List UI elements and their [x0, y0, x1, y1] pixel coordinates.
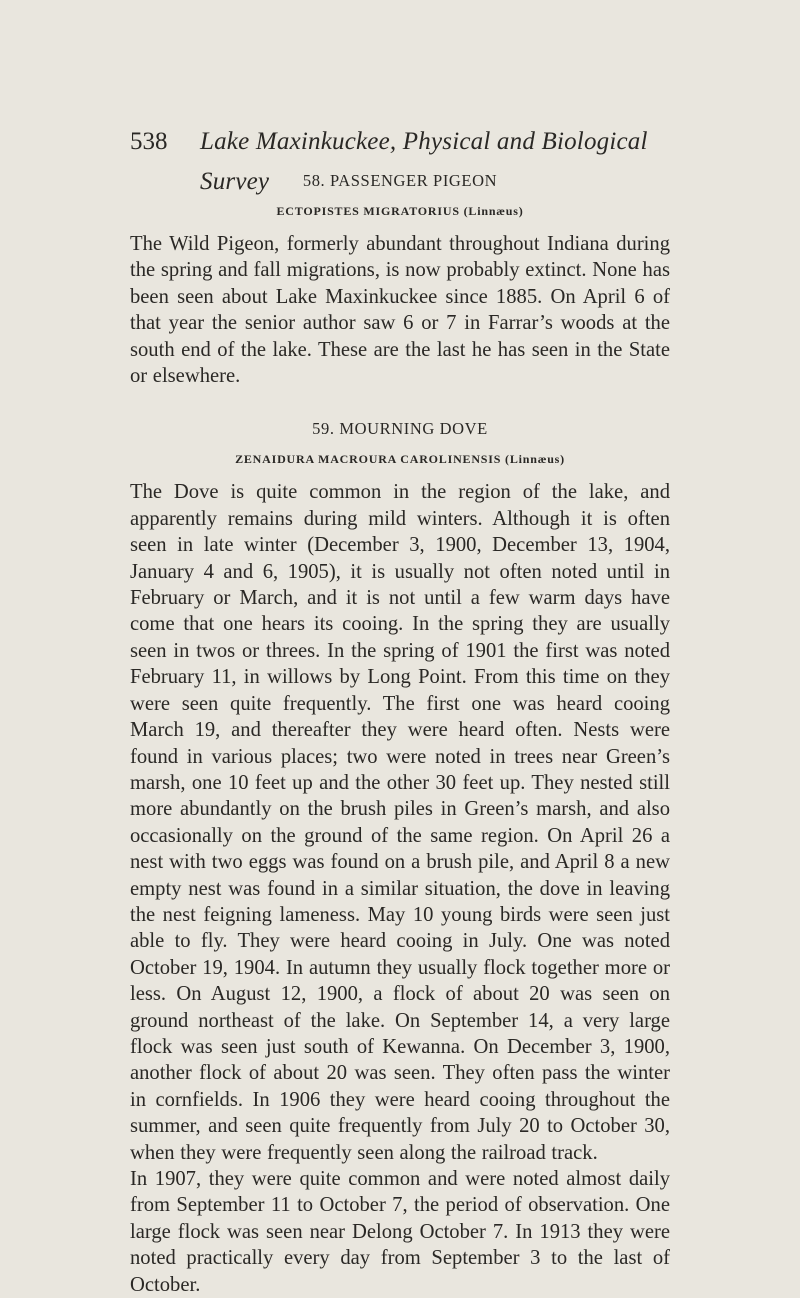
taxon-authority: (Linnæus) [505, 452, 565, 467]
body-paragraph: The Dove is quite common in the region of the lake, and apparently remains during mild winters. Although it is often seen in late winter (December 3, 1900, December 13, 1904, January 4 and 6, 1905), it is usually not often noted until in February or March, and it is not until a few warm days have come that one hears its cooing. In the spring they are usually seen in twos or threes. In the spring of 1901 the first was noted February 11, in willows by Long Point. From this time on they were seen quite frequently. The first one was heard cooing March 19, and thereafter they were heard often. Nests were found in various places; two were noted in trees near Green’s marsh, one 10 feet up and the other 30 feet up. They nested still more abundantly on the brush piles in Green’s marsh, and also occasionally on the ground of the same region. On April 26 a nest with two eggs was found on a brush pile, and April 8 a new empty nest was found in a similar situation, the dove in leaving the nest feigning lameness. May 10 young birds were seen just able to fly. They were heard cooing in July. One was noted October 19, 1904. In autumn they usually flock together more or less. On August 12, 1900, a flock of about 20 was seen on ground northeast of the lake. On September 14, a very large flock was seen just south of Kewanna. On December 3, 1900, another flock of about 20 was seen. They often pass the winter in cornfields. In 1906 they were heard cooing throughout the summer, and seen quite frequently from July 20 to October 30, when they were frequently seen along the railroad track. [130, 481, 670, 1164]
species-heading: 58. PASSENGER PIGEON [302, 171, 498, 190]
body-paragraph: The Wild Pigeon, formerly abundant throughout Indiana during the spring and fall migrations, is now probably extinct. None has been seen about Lake Maxinkuckee since 1885. On April 6 of that year the senior author saw 6 or 7 in Farrar’s woods at the south end of the lake. These are the last he has seen in the State or elsewhere. [130, 233, 670, 388]
book-title: Lake Maxinkuckee, Physical and Biological Survey [200, 128, 648, 195]
body-paragraph: In 1907, they were quite common and were noted almost daily from September 11 to October 7, the period of observation. One large flock was seen near Delong October 7. In 1913 they were noted practically every day from September 3 to the last of October. [130, 1168, 670, 1296]
scientific-name [130, 201, 670, 221]
taxon-authority: (Linnæus) [463, 204, 524, 218]
species-heading: 59. MOURNING DOVE [312, 419, 488, 439]
scientific-name [130, 449, 670, 469]
page-number: 538 [130, 128, 168, 155]
species-section-mourning-dove [130, 417, 670, 1298]
species-section-passenger-pigeon [130, 169, 670, 389]
scientific-name-text: ZENAIDURA MACROURA CAROLINENSIS [235, 452, 502, 467]
page-content [130, 165, 670, 1298]
scientific-name-text: ECTOPISTES MIGRATORIUS [276, 204, 460, 218]
